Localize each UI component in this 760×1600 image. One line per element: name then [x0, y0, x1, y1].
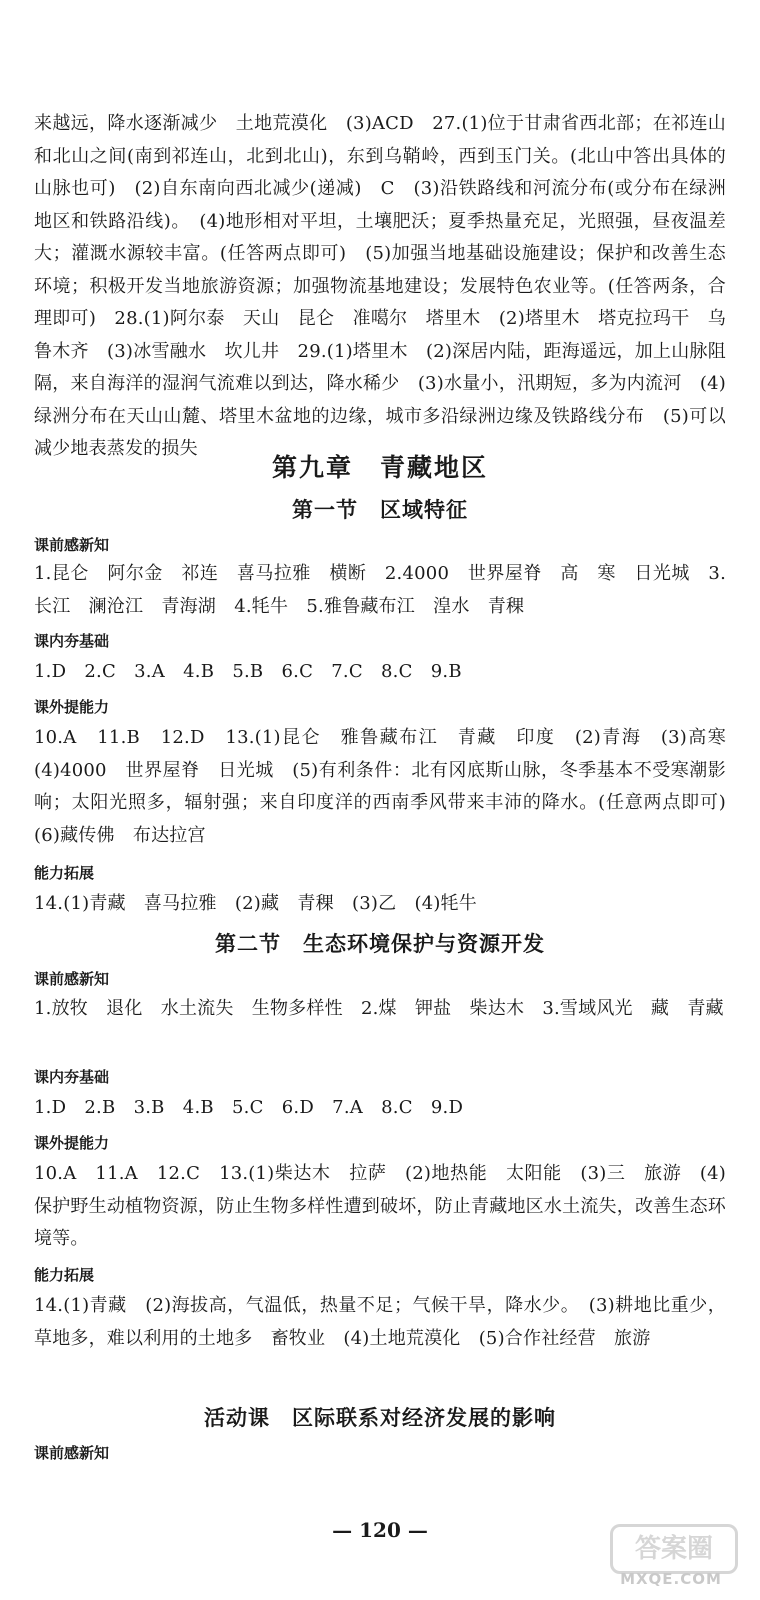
- s1-extension-label: 能力拓展: [34, 864, 95, 882]
- s2-in-class-label: 课内夯基础: [34, 1068, 110, 1086]
- chapter-title: 第九章 青藏地区: [271, 453, 488, 482]
- s2-pre-class-label: 课前感新知: [34, 970, 110, 988]
- s1-in-class-answers: 1.D 2.C 3.A 4.B 5.B 6.C 7.C 8.C 9.B: [34, 661, 462, 682]
- watermark-logo: 答案圈: [610, 1524, 738, 1574]
- s1-after-class-label: 课外提能力: [34, 698, 110, 716]
- s1-after-class-answers: 10.A 11.B 12.D 13.(1)昆仑 雅鲁藏布江 青藏 印度 (2)青海 (3)高寒 (4)4000 世界屋脊 日光城 (5)有利条件：北有冈底斯山脉，冬季基本不受寒潮影响；太阳光照多，辐射强；来自印度洋的西南季风带来丰沛的降水。(任意两点即可) (6)藏传佛 布达拉宫: [34, 727, 745, 846]
- s1-in-class-label: 课内夯基础: [34, 632, 110, 650]
- s2-extension-answers: 14.(1)青藏 (2)海拔高，气温低，热量不足；气候干旱，降水少。 (3)耕地比重少，草地多，难以利用的土地多 畜牧业 (4)土地荒漠化 (5)合作社经营 旅游: [34, 1295, 726, 1349]
- s1-extension-answers: 14.(1)青藏 喜马拉雅 (2)藏 青稞 (3)乙 (4)牦牛: [34, 893, 478, 914]
- s2-after-class-label: 课外提能力: [34, 1134, 110, 1152]
- section-1-title: 第一节 区域特征: [292, 498, 468, 522]
- page-number: — 120 —: [332, 1518, 428, 1542]
- s2-after-class-answers: 10.A 11.A 12.C 13.(1)柴达木 拉萨 (2)地热能 太阳能 (3)三 旅游 (4)保护野生动植物资源，防止生物多样性遭到破坏，防止青藏地区水土流失，改善生态环境等。: [34, 1163, 726, 1249]
- s1-pre-class-answers: 1.昆仑 阿尔金 祁连 喜马拉雅 横断 2.4000 世界屋脊 高 寒 日光城 3.长江 澜沧江 青海湖 4.牦牛 5.雅鲁藏布江 湟水 青稞: [34, 563, 726, 617]
- continued-answers-paragraph: 来越远，降水逐渐减少 土地荒漠化 (3)ACD 27.(1)位于甘肃省西北部；在祁连山和北山之间(南到祁连山，北到北山)，东到乌鞘岭，西到玉门关。(北山中答出具体的山脉也可) (2)自东南向西北减少(递减) C (3)沿铁路线和河流分布(或分布在绿洲地区和铁路沿线)。 (4)地形相对平坦，土壤肥沃；夏季热量充足，光照强，昼夜温差大；灌溉水源较丰富。(任答两点即可) (5)加强当地基础设施建设；保护和改善生态环境；积极开发当地旅游资源；加强物流基地建设；发展特色农业等。(任答两条，合理即可) 28.(1)阿尔泰 天山 昆仑 准噶尔 塔里木 (2)塔里木 塔克拉玛干 乌鲁木齐 (3)冰雪融水 坎儿井 29.(1)塔里木 (2)深居内陆，距海遥远，加上山脉阻隔，来自海洋的湿润气流难以到达，降水稀少 (3)水量小，汛期短，多为内流河 (4)绿洲分布在天山山麓、塔里木盆地的边缘，城市多沿绿洲边缘及铁路线分布 (5)可以减少地表蒸发的损失: [34, 113, 726, 459]
- s2-in-class-answers: 1.D 2.B 3.B 4.B 5.C 6.D 7.A 8.C 9.D: [34, 1097, 464, 1118]
- s2-extension-label: 能力拓展: [34, 1266, 95, 1284]
- section-2-title: 第二节 生态环境保护与资源开发: [215, 932, 545, 956]
- activity-pre-class-label: 课前感新知: [34, 1444, 110, 1462]
- activity-title: 活动课 区际联系对经济发展的影响: [204, 1406, 556, 1430]
- watermark-site: MXQE.COM: [620, 1570, 722, 1588]
- s1-pre-class-label: 课前感新知: [34, 536, 110, 554]
- s2-pre-class-answers: 1.放牧 退化 水土流失 生物多样性 2.煤 钾盐 柴达木 3.雪域风光 藏 青藏: [34, 998, 724, 1019]
- watermark: [596, 1524, 746, 1592]
